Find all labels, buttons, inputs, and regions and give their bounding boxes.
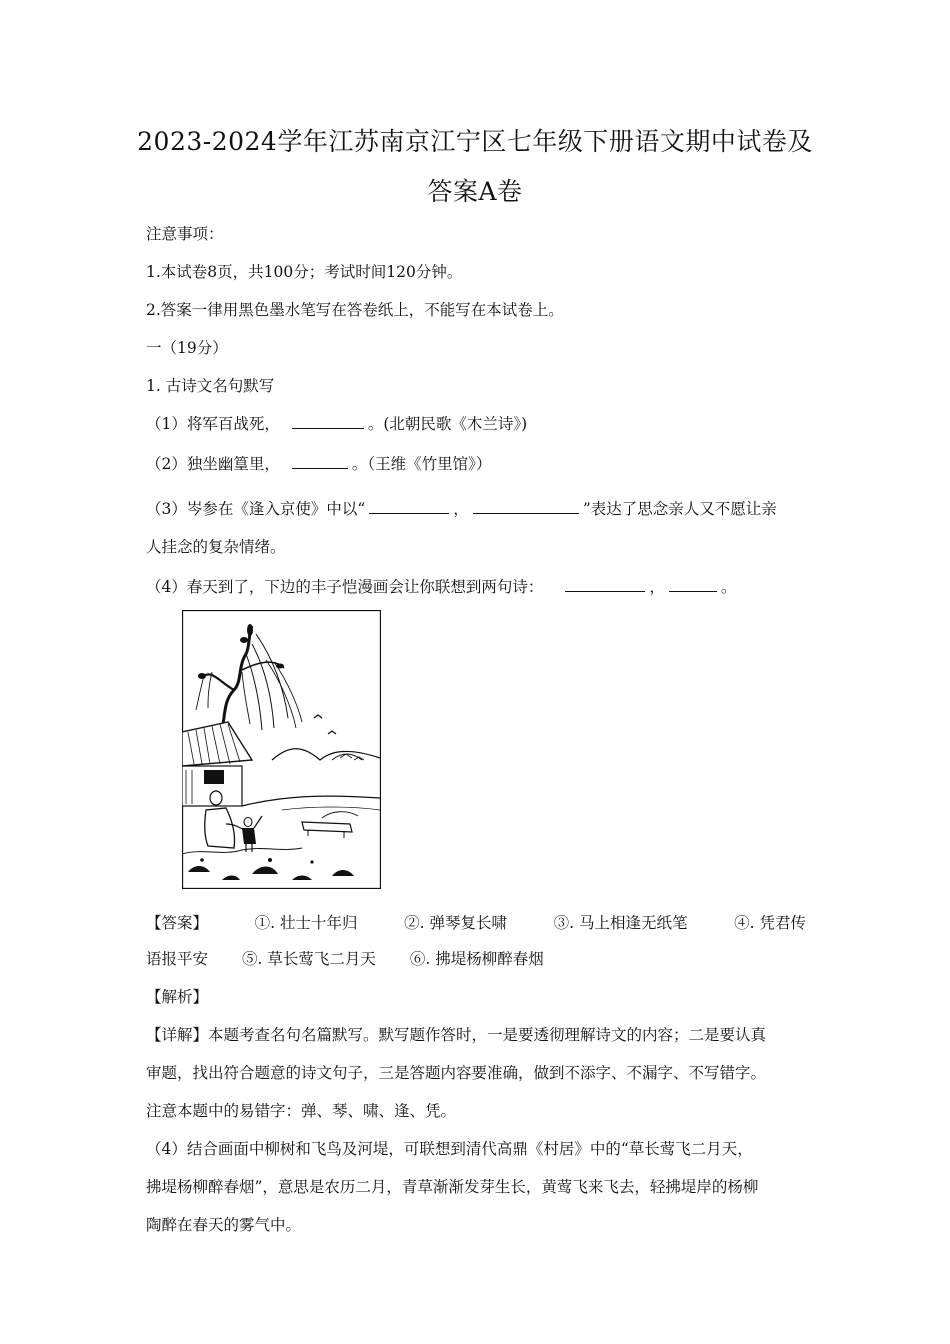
answer-item-2: ②. 弹琴复长啸: [404, 914, 507, 932]
q1-2-source: 。（王维《竹里馆》）: [351, 455, 492, 473]
question-1-1: [146, 412, 527, 434]
detail-line-6: 陶醉在春天的雾气中。: [146, 1216, 302, 1234]
answer-blank: [473, 498, 579, 514]
title-line-2: 答案A卷: [427, 177, 523, 206]
answer-item-1: ①. 壮士十年归: [254, 914, 358, 932]
period: 。: [720, 578, 737, 596]
title-line-1: 2023-2024学年江苏南京江宁区七年级下册语文期中试卷及: [137, 127, 813, 156]
detail-line-3: 注意本题中的易错字：弹、琴、啸、逢、凭。: [146, 1102, 457, 1120]
question-1-3-cont: 人挂念的复杂情绪。: [146, 538, 286, 556]
answer-item-5: ⑤. 草长莺飞二月天: [242, 950, 376, 968]
feng-zikai-illustration: [182, 610, 381, 889]
analysis-label: 【解析】: [146, 988, 209, 1006]
answer-label: 【答案】: [146, 914, 209, 932]
q1-1-source: 。(北朝民歌《木兰诗》): [367, 415, 528, 433]
q1-2-prompt: （2）独坐幽篁里，: [146, 455, 280, 473]
answer-item-6: ⑥. 拂堤杨柳醉春烟: [409, 950, 544, 968]
question-1-title: 1. 古诗文名句默写: [146, 377, 275, 395]
q1-3-tail: ”表达了思念亲人又不愿让亲: [582, 500, 777, 518]
question-1-3: [146, 497, 777, 519]
answer-line-1: [146, 911, 806, 933]
detail-line-1: 【详解】本题考查名句名篇默写。默写题作答时，一是要透彻理解诗文的内容；二是要认真: [146, 1026, 767, 1044]
answer-item-4: ④. 凭君传: [734, 914, 806, 932]
section-heading: 一（19分）: [146, 339, 228, 357]
detail-line-4: （4）结合画面中柳树和飞鸟及河堤，可联想到清代高鼎《村居》中的“草长莺飞二月天，: [146, 1140, 753, 1158]
detail-line-5: 拂堤杨柳醉春烟”，意思是农历二月，青草渐渐发芽生长，黄莺飞来飞去，轻拂堤岸的杨柳: [146, 1178, 759, 1196]
answer-item-4-cont: 语报平安: [146, 950, 209, 968]
question-1-4: [146, 575, 736, 597]
answer-blank: [669, 576, 717, 592]
answer-blank: [292, 413, 364, 429]
comma: ，: [649, 578, 665, 596]
answer-blank: [292, 453, 348, 469]
q1-4-prompt: （4）春天到了，下边的丰子恺漫画会让你联想到两句诗：: [146, 578, 544, 596]
comma: ，: [453, 500, 469, 518]
answer-blank: [565, 576, 645, 592]
q1-1-prompt: （1）将军百战死，: [146, 415, 280, 433]
question-1-2: [146, 452, 491, 474]
notice-label: 注意事项：: [146, 225, 224, 243]
answer-blank: [369, 498, 449, 514]
answer-line-2: [146, 947, 544, 969]
detail-line-2: 审题，找出符合题意的诗文句子，三是答题内容要准确，做到不添字、不漏字、不写错字。: [146, 1064, 767, 1082]
q1-3-prompt: （3）岑参在《逢入京使》中以“: [146, 500, 366, 518]
notice-item-2: 2.答案一律用黑色墨水笔写在答卷纸上，不能写在本试卷上。: [146, 301, 564, 319]
answer-item-3: ③. 马上相逢无纸笔: [553, 914, 688, 932]
notice-item-1: 1.本试卷8页，共100分；考试时间120分钟。: [146, 263, 463, 281]
